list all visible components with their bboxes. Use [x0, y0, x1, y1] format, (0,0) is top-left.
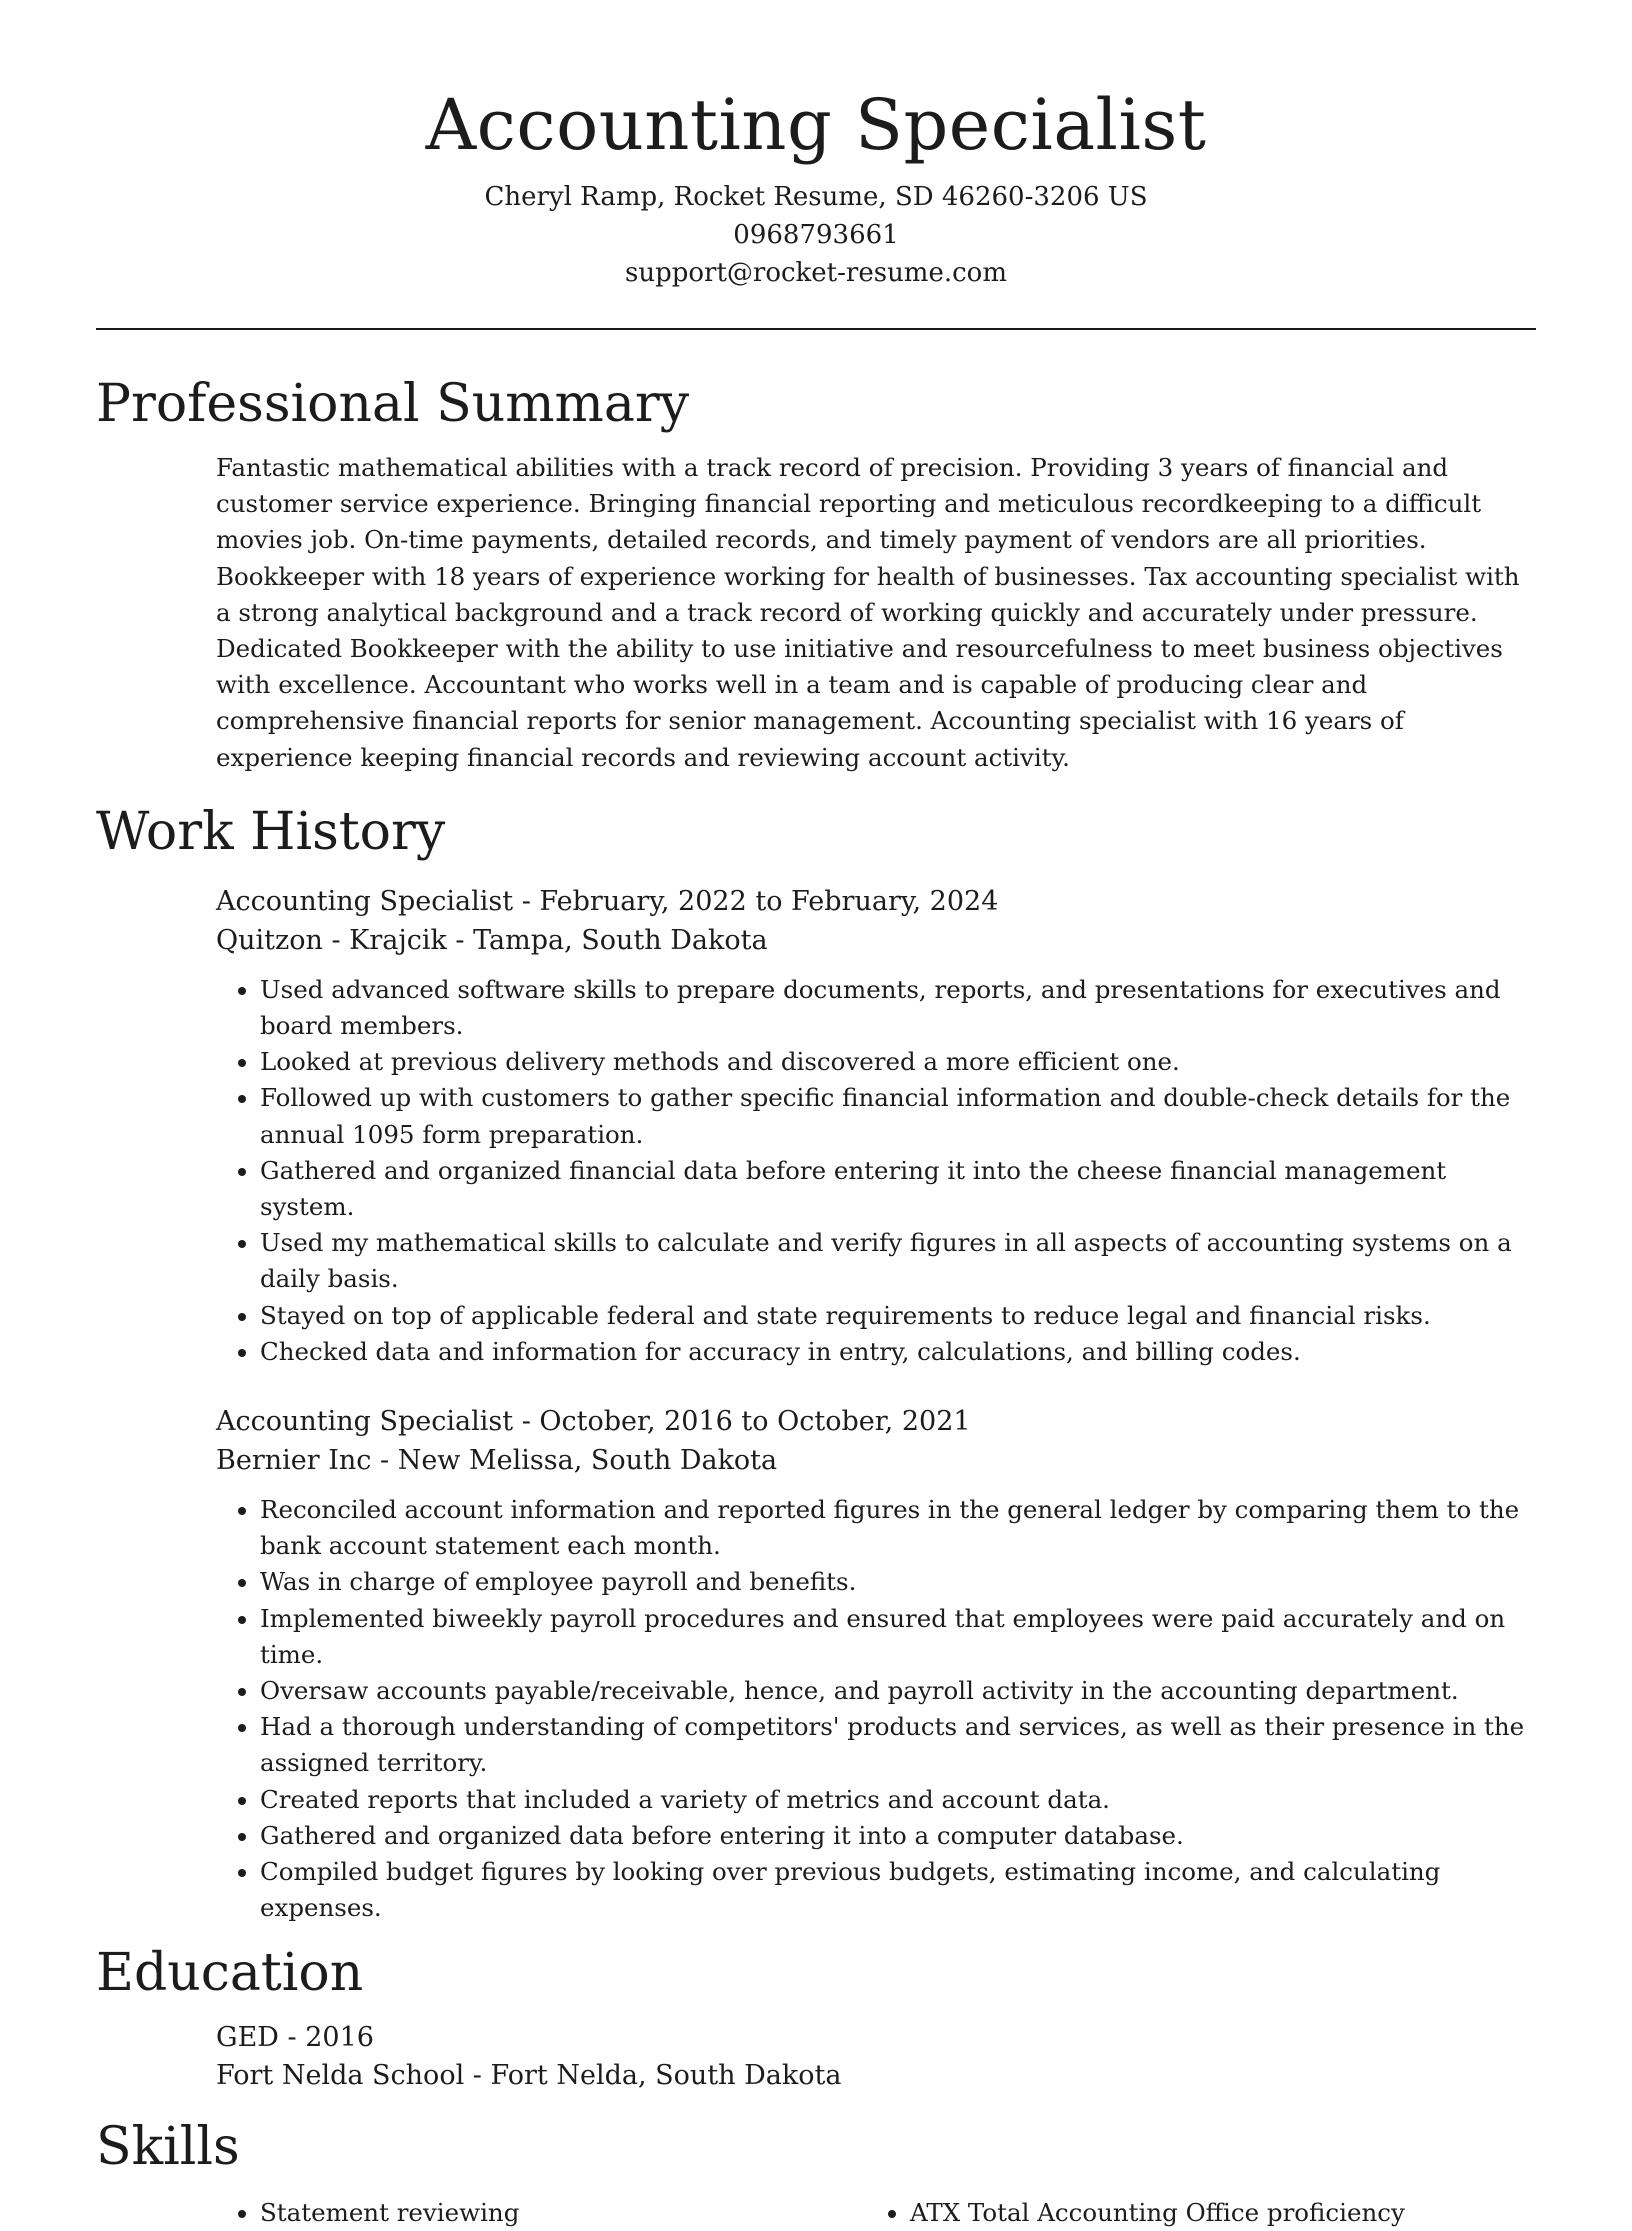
- job-bullet: • Oversaw accounts payable/receivable, hence, and payroll activity in the accounting department.: [260, 1673, 1536, 1709]
- skill-item: • ATX Total Accounting Office proficiency: [910, 2195, 1516, 2231]
- header-divider: [96, 328, 1536, 330]
- job-location: - Tampa, South Dakota: [446, 924, 768, 956]
- job-title-line: [216, 882, 1536, 921]
- skills-list-right: [866, 2195, 1516, 2231]
- job-dates: - February, 2022 to February, 2024: [513, 885, 999, 917]
- job-bullet: • Compiled budget figures by looking over previous budgets, estimating income, and calculating expenses.: [260, 1854, 1536, 1926]
- job-bullet: • Looked at previous delivery methods and discovered a more efficient one.: [260, 1044, 1536, 1080]
- job-bullet: • Gathered and organized data before entering it into a computer database.: [260, 1818, 1536, 1854]
- resume-title: Accounting Specialist: [425, 84, 1207, 166]
- job-bullet: • Checked data and information for accuracy in entry, calculations, and billing codes.: [260, 1334, 1536, 1370]
- summary-heading: Professional Summary: [96, 374, 690, 434]
- resume-page: [96, 0, 1536, 2231]
- education-school: Fort Nelda School: [216, 2059, 465, 2091]
- job-role: Accounting Specialist: [216, 885, 514, 917]
- summary-text: Fantastic mathematical abilities with a track record of precision. Providing 3 years of financial and customer service experience. Bringing financial reporting and meticulous recordkeeping to a difficult movies job. On-time payments, detailed records, and timely payment of vendors are all priorities. Bookkeeper with 18 years of experience working for health of businesses. Tax accounting specialist with a strong analytical background and a track record of working quickly and accurately under pressure. Dedicated Bookkeeper with the ability to use initiative and resourcefulness to meet business objectives with excellence. Accountant who works well in a team and is capable of producing clear and comprehensive financial reports for senior management. Accounting specialist with 16 years of experience keeping financial records and reviewing account activity.: [216, 453, 1520, 772]
- education-entry: [216, 2019, 1536, 2095]
- job-bullet: • Stayed on top of applicable federal and state requirements to reduce legal and financial risks.: [260, 1298, 1536, 1334]
- skills-grid: [216, 2195, 1536, 2231]
- education-location: - Fort Nelda, South Dakota: [464, 2059, 842, 2091]
- job-bullet: • Had a thorough understanding of competitors' products and services, as well as their presence in the assigned territory.: [260, 1709, 1536, 1781]
- education-school-line: [216, 2057, 1536, 2095]
- job-bullet: • Used my mathematical skills to calculate and verify figures in all aspects of accounting systems on a daily basis.: [260, 1225, 1536, 1297]
- education-heading: Education: [96, 1942, 364, 2003]
- resume-header: [96, 0, 1536, 292]
- contact-info: [96, 178, 1536, 292]
- job-bullet: • Followed up with customers to gather specific financial information and double-check details for the annual 1095 form preparation.: [260, 1080, 1536, 1152]
- job-company: Quitzon - Krajcik: [216, 924, 447, 956]
- job-entry: [216, 882, 1536, 1370]
- contact-address: Cheryl Ramp, Rocket Resume, SD 46260-3206 US: [484, 182, 1148, 212]
- job-bullets: [216, 1492, 1536, 1926]
- job-location: - New Melissa, South Dakota: [371, 1445, 778, 1477]
- job-entry: [216, 1402, 1536, 1926]
- job-bullet: • Implemented biweekly payroll procedures and ensured that employees were paid accurately and on time.: [260, 1601, 1536, 1673]
- job-company-line: [216, 1441, 1536, 1480]
- work-history-section: [96, 798, 1536, 1927]
- job-dates: - October, 2016 to October, 2021: [513, 1406, 971, 1438]
- education-section: [96, 1939, 1536, 2095]
- job-bullet: • Used advanced software skills to prepare documents, reports, and presentations for executives and board members.: [260, 972, 1536, 1044]
- contact-email: support@rocket-resume.com: [624, 258, 1007, 288]
- job-bullet: • Gathered and organized financial data before entering it into the cheese financial management system.: [260, 1153, 1536, 1225]
- skills-list-left: [216, 2195, 866, 2231]
- skills-section: [96, 2113, 1536, 2231]
- job-company-line: [216, 921, 1536, 960]
- education-degree: GED - 2016: [216, 2021, 374, 2053]
- job-bullets: [216, 972, 1536, 1370]
- job-bullet: • Reconciled account information and reported figures in the general ledger by comparing them to the bank account statement each month.: [260, 1492, 1536, 1564]
- skill-item: • Statement reviewing: [260, 2195, 866, 2231]
- skills-column-left: [216, 2195, 866, 2231]
- skills-heading: Skills: [96, 2116, 240, 2177]
- job-company: Bernier Inc: [216, 1445, 372, 1477]
- summary-section: [96, 370, 1536, 776]
- contact-phone: 0968793661: [733, 220, 899, 250]
- job-bullet: • Created reports that included a variety of metrics and account data.: [260, 1782, 1536, 1818]
- skills-column-right: [866, 2195, 1516, 2231]
- work-history-heading: Work History: [96, 801, 446, 862]
- jobs-list: [216, 882, 1536, 1927]
- job-bullet: • Was in charge of employee payroll and benefits.: [260, 1564, 1536, 1600]
- job-role: Accounting Specialist: [216, 1406, 514, 1438]
- job-title-line: [216, 1402, 1536, 1441]
